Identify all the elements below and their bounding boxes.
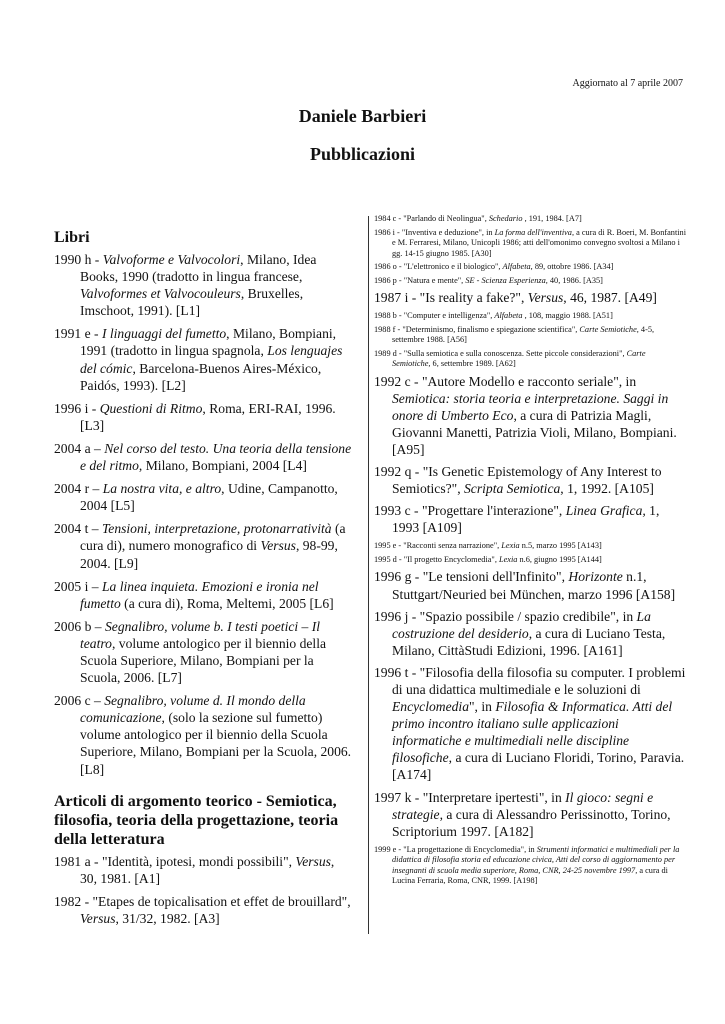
article-entry: 1996 g - "Le tensioni dell'Infinito", Horizonte n.1, Stuttgart/Neuried bei München, marzo 1996 [A158] <box>374 569 676 602</box>
right-column <box>374 214 686 890</box>
book-entry: 2006 c – Segnalibro, volume d. Il mondo della comunicazione, (solo la sezione sul fumetto) volume antologico per il biennio della Scuola Superiore, Milano, Bompiani per la Scuola, 2006. [L8] <box>54 693 352 777</box>
book-entry: 1991 e - I linguaggi del fumetto, Milano, Bompiani, 1991 (tradotto in lingua spagnola, Los lenguajes del cómic, Barcelona-Buenos Aires-México, Paidós, 1993). [L2] <box>54 326 343 393</box>
article-entry: 1987 i - "Is reality a fake?", Versus, 46, 1987. [A49] <box>374 290 657 305</box>
article-entry: 1996 t - "Filosofia della filosofia su computer. I problemi di una didattica multimediale e le soluzioni di Encyclomedia", in Filosofia & Informatica. Atti del primo incontro italiano sulle applicazioni informatiche e multimediali nelle discipline filosofiche, a cura di Luciano Floridi, Torino, Paravia. [A174] <box>374 664 686 783</box>
book-entry: 1990 h - Valvoforme e Valvocolori, Milano, Idea Books, 1990 (tradotto in lingua francese, Valvoformes et Valvocouleurs, Bruxelles, Imschoot, 1991). [L1] <box>54 252 317 319</box>
article-entry: 1984 c - "Parlando di Neolingua", Schedario , 191, 1984. [A7] <box>374 214 582 223</box>
article-entry: 1982 - "Etapes de topicalisation et effet de brouillard", Versus, 31/32, 1982. [A3] <box>54 893 351 926</box>
page-title: Pubblicazioni <box>309 144 416 164</box>
book-entry: 2004 a – Nel corso del testo. Una teoria della tensione e del ritmo, Milano, Bompiani, 2004 [L4] <box>54 440 352 474</box>
article-entry: 1992 c - "Autore Modello e racconto seriale", in Semiotica: storia teoria e interpretazione. Saggi in onore di Umberto Eco, a cura di Patrizia Magli, Giovanni Manetti, Patrizia Violi, Milano, Bompiani. [A95] <box>374 373 677 457</box>
articles-list-left <box>54 853 354 927</box>
article-entry: 1986 p - "Natura e mente", SE - Scienza Esperienza, 40, 1986. [A35] <box>374 275 603 285</box>
article-entry: 1988 b - "Computer e intelligenza", Alfabeta , 108, maggio 1988. [A51] <box>374 311 613 321</box>
article-entry: 1996 j - "Spazio possibile / spazio credibile", in La costruzione del desiderio, a cura di Luciano Testa, Milano, CittàStudi Edizioni, 1996. [A161] <box>374 608 666 658</box>
book-entry: 2005 i – La linea inquieta. Emozioni e ironia nel fumetto (a cura di), Roma, Meltemi, 2005 [L6] <box>54 578 334 611</box>
article-entry: 1999 e - "La progettazione di Encyclomedia", in Strumenti informatici e multimediali per la didattica di filosofia storia ed educazione civica, Atti del corso di aggiornamento per insegnanti di scuola media superiore, Roma, CNR, 24-25 novembre 1997, a cura di Lucina Ferraria, Roma, CNR, 1999. [A198] <box>374 844 680 886</box>
book-entry: 1996 i - Questioni di Ritmo, Roma, ERI-RAI, 1996. [L3] <box>54 400 336 433</box>
left-column <box>54 228 354 933</box>
book-entry: 2004 t – Tensioni, interpretazione, protonarratività (a cura di), numero monografico di Versus, 98-99, 2004. [L9] <box>54 521 346 571</box>
article-entry: 1981 a - "Identità, ipotesi, mondi possibili", Versus, 30, 1981. [A1] <box>54 853 335 886</box>
article-entry: 1986 o - "L'elettronico e il biologico", Alfabeta, 89, ottobre 1986. [A34] <box>374 262 614 271</box>
author-name: Daniele Barbieri <box>298 106 427 126</box>
article-entry: 1995 e - "Racconti senza narrazione", Lexia n.5, marzo 1995 [A143] <box>374 541 602 551</box>
article-entry: 1988 f - "Determinismo, finalismo e spiegazione scientifica", Carte Semiotiche, 4-5, settembre 1988. [A56] <box>374 324 655 345</box>
article-entry: 1992 q - "Is Genetic Epistemology of Any Interest to Semiotics?", Scripta Semiotica, 1, 1992. [A105] <box>374 464 662 497</box>
section-heading-articles: Articoli di argomento teorico - Semiotica, filosofia, teoria della progettazione, teoria della letteratura <box>54 792 339 848</box>
articles-list-right <box>374 214 686 887</box>
article-entry: 1986 i - "Inventiva e deduzione", in La forma dell'inventiva, a cura di R. Boeri, M. Bonfantini e M. Ferraresi, Milano, Unicopli 1986; atti dell'omonimo convegno svoltosi a Milano i gg. 14-15 giugno 1985. [A30] <box>374 227 687 258</box>
article-entry: 1993 c - "Progettare l'interazione", Linea Grafica, 1, 1993 [A109] <box>374 503 660 536</box>
column-divider <box>368 216 369 934</box>
update-date: Aggiornato al 7 aprile 2007 <box>572 78 683 89</box>
book-entry: 2004 r – La nostra vita, e altro, Udine, Campanotto, 2004 [L5] <box>54 481 338 514</box>
book-entry: 2006 b – Segnalibro, volume b. I testi poetici – Il teatro, volume antologico per il biennio della Scuola Superiore, Milano, Bompiani per la Scuola, 2006. [L7] <box>54 618 327 686</box>
article-entry: 1995 d - "Il progetto Encyclomedia", Lexia n.6, giugno 1995 [A144] <box>374 554 602 564</box>
article-entry: 1989 d - "Sulla semiotica e sulla conoscenza. Sette piccole considerazioni", Carte Semiotiche, 6, settembre 1989. [A62] <box>374 348 646 369</box>
article-entry: 1997 k - "Interpretare ipertesti", in Il gioco: segni e strategie, a cura di Alessandro Perissinotto, Torino, Scriptorium 1997. [A182] <box>374 789 671 839</box>
section-heading-books: Libri <box>54 229 90 246</box>
books-list <box>54 251 354 778</box>
